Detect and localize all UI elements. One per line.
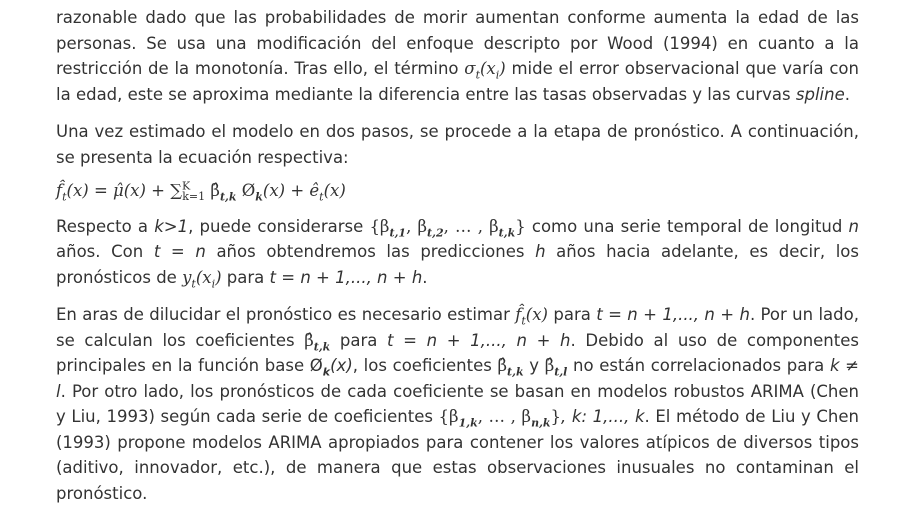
forecast-equation: $f̂_t(x)$ = μ̂(x) + ∑$^K_{k=1}$ $\betâ_{t,k}$ $Ø_k(x)$ + $ê_t(x)$ [56,179,346,204]
beta-term: $\betâ_{t,k}$ [497,356,524,379]
beta-term: $\betâ_{t,k}$ [304,330,331,353]
text: razonable dado que las probabilidades de morir aumentan conforme aumenta la edad de las personas. Se usa una modificación del enfoque descripto por Wood (1994) en cuanto a la restricción de la monotonía. Tras ello, el término [56,8,859,78]
italic-text: spline [795,84,845,104]
text: Una vez estimado el modelo en dos pasos, se procede a la etapa de pronóstico. A continuación, se presenta la ecuación respectiva: [56,122,859,167]
beta-term: $\betâ_{t,l}$ [544,356,568,379]
paragraph-2 [56,119,859,170]
coefficient-set: {$\beta_{1,k}$, … , $\beta_{n,k}$} [438,407,562,430]
coefficient-set: {$\beta_{t,1}$, $\beta_{t,2}$, … , $\beta_{t,k}$} [369,216,526,239]
paragraph-4: En aras de dilucidar el pronóstico es necesario estimar $f̂_t(x)$ para t = n + 1,..., n + h. Por un lado, se calculan los coeficientes $\betâ_{t,k}$ para t = n + 1,..., n + h. Debido al uso de componentes principales en la función base $Ø_k(x)$, los coeficientes $\betâ_{t,k}$ y $\betâ_{t,l}$ no están correlacionados para k ≠ l. Por otro lado, los pronósticos de cada coeficiente se basan en modelos robustos ARIMA (Chen y Liu, 1993) según cada serie de coeficientes {$\beta_{1,k}$, … , $\beta_{n,k}$}, k: 1,..., k. El método de Liu y Chen (1993) propone modelos ARIMA apropiados para contener los valores atípicos de diversos tipos (aditivo, innovador, etc.), de manera que estas observaciones inusuales no contaminan el pronóstico. [56,305,860,503]
sigma-term: $\sigma_t(x_i)$ [464,59,506,82]
f-term: $f̂_t(x)$ [515,305,548,328]
text: mide el error observacional que varía con la edad, este se aproxima mediante la diferencia entre las tasas observadas y las curvas [56,59,859,104]
paragraph-3: Respecto a k>1, puede considerarse {$\beta_{t,1}$, $\beta_{t,2}$, … , $\beta_{t,k}$} como una serie temporal de longitud n años. Con t = n años obtendremos las predicciones h años hacia adelante, es decir, los pronósticos de $y_t(x_i)$ para t = n + 1,..., n + h. [56,216,860,290]
paragraph-1: razonable dado que las probabilidades de morir aumentan conforme aumenta la edad de las personas. Se usa una modificación del enfoque descripto por Wood (1994) en cuanto a la restricción de la monotonía. Tras ello, el término $\sigma_t(x_i)$ mide el error observacional que varía con la edad, este se aproxima mediante la diferencia entre las tasas observadas y las curvas spline. [56,8,859,104]
y-term: $y_t(x_i)$ [182,267,222,290]
